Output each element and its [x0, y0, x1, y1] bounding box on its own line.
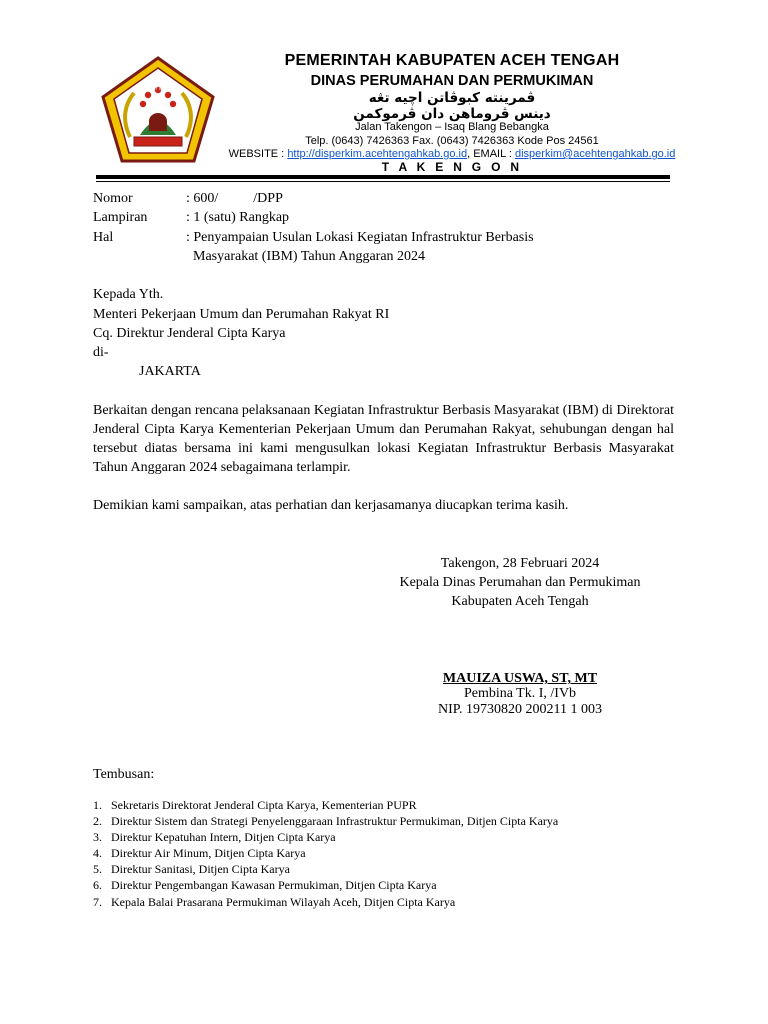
signature-title-1: Kepala Dinas Perumahan dan Permukiman	[399, 575, 641, 590]
government-name: PEMERINTAH KABUPATEN ACEH TENGAH	[284, 52, 620, 69]
website-link[interactable]: http://disperkim.acehtengahkab.go.id	[287, 148, 468, 160]
website-label: WEBSITE :	[228, 148, 288, 160]
list-item: 6. Direktur Pengembangan Kawasan Permukiman, Ditjen Cipta Karya	[93, 878, 437, 893]
signatory-nip: NIP. 19730820 200211 1 003	[438, 702, 602, 717]
signatory-rank: Pembina Tk. I, /IVb	[463, 686, 577, 701]
list-item: 1. Sekretaris Direktorat Jenderal Cipta Karya, Kementerian PUPR	[93, 798, 417, 812]
agency-name: DINAS PERUMAHAN DAN PERMUKIMAN	[310, 73, 594, 89]
office-phone: Telp. (0643) 7426363 Fax. (0643) 7426363 Kode Pos 24561	[305, 135, 599, 147]
email-link[interactable]: disperkim@acehtengahkab.go.id	[514, 148, 676, 160]
nomor-label: Nomor	[93, 191, 133, 206]
header-divider-thick	[96, 175, 670, 179]
government-name-jawi: ڤمرينته كبوڤاتن اچيه تڠه	[368, 90, 536, 106]
header-city: T A K E N G O N	[381, 160, 523, 174]
nomor-value: : 600/ /DPP	[186, 191, 283, 206]
recipient-line1: Menteri Pekerjaan Umum dan Perumahan Rakyat RI	[93, 307, 390, 322]
recipient-city: JAKARTA	[139, 364, 201, 379]
list-item: 3. Direktur Kepatuhan Intern, Ditjen Cipta Karya	[93, 830, 336, 845]
signature-place-date: Takengon, 28 Februari 2024	[440, 556, 600, 571]
recipient-line3: di-	[93, 345, 109, 360]
hal-value-line1: : Penyampaian Usulan Lokasi Kegiatan Infrastruktur Berbasis	[186, 230, 534, 245]
lampiran-label: Lampiran	[93, 210, 148, 225]
body-paragraph-1: Berkaitan dengan rencana pelaksanaan Kegiatan Infrastruktur Berbasis Masyarakat (IBM) di Direktorat Jenderal Cipta Karya Kementerian Pekerjaan Umum dan Perumahan Rakyat, sehubungan dengan hal tersebut diatas bersama ini kami mengusulkan lokasi Kegiatan Infrastruktur Berbasis Masyarakat Tahun Anggaran 2024 sebagaimana terlampir.	[93, 403, 674, 475]
list-item: 5. Direktur Sanitasi, Ditjen Cipta Karya	[93, 862, 290, 877]
office-contacts	[228, 148, 676, 160]
tembusan-list	[93, 797, 558, 910]
hal-label: Hal	[93, 230, 114, 245]
recipient-greeting: Kepada Yth.	[93, 287, 164, 302]
signature-title-2: Kabupaten Aceh Tengah	[451, 594, 589, 609]
email-label: , EMAIL :	[467, 148, 515, 160]
agency-name-jawi: دينس ڤروماهن دان ڤرموكمن	[353, 106, 551, 122]
list-item: 2. Direktur Sistem dan Strategi Penyelenggaraan Infrastruktur Permukiman, Ditjen Cipta Karya	[93, 814, 559, 829]
tembusan-label: Tembusan:	[93, 767, 155, 782]
signatory-name: MAUIZA USWA, ST, MT	[442, 671, 598, 686]
recipient-line2: Cq. Direktur Jenderal Cipta Karya	[93, 326, 286, 341]
logo-ribbon-text: SEKANET MUNYATI	[139, 86, 177, 91]
office-address: Jalan Takengon – Isaq Blang Bebangka	[355, 121, 549, 133]
header-divider-thin	[96, 181, 670, 182]
lampiran-value: : 1 (satu) Rangkap	[186, 210, 290, 225]
list-item: 4. Direktur Air Minum, Ditjen Cipta Karya	[93, 846, 306, 861]
list-item: 7. Kepala Balai Prasarana Permukiman Wilayah Aceh, Ditjen Cipta Karya	[93, 894, 456, 909]
body-paragraph-2: Demikian kami sampaikan, atas perhatian dan kerjasamanya diucapkan terima kasih.	[93, 498, 569, 513]
hal-value-line2: Masyarakat (IBM) Tahun Anggaran 2024	[193, 249, 426, 264]
aceh-tengah-coat-of-arms-logo	[100, 55, 216, 165]
